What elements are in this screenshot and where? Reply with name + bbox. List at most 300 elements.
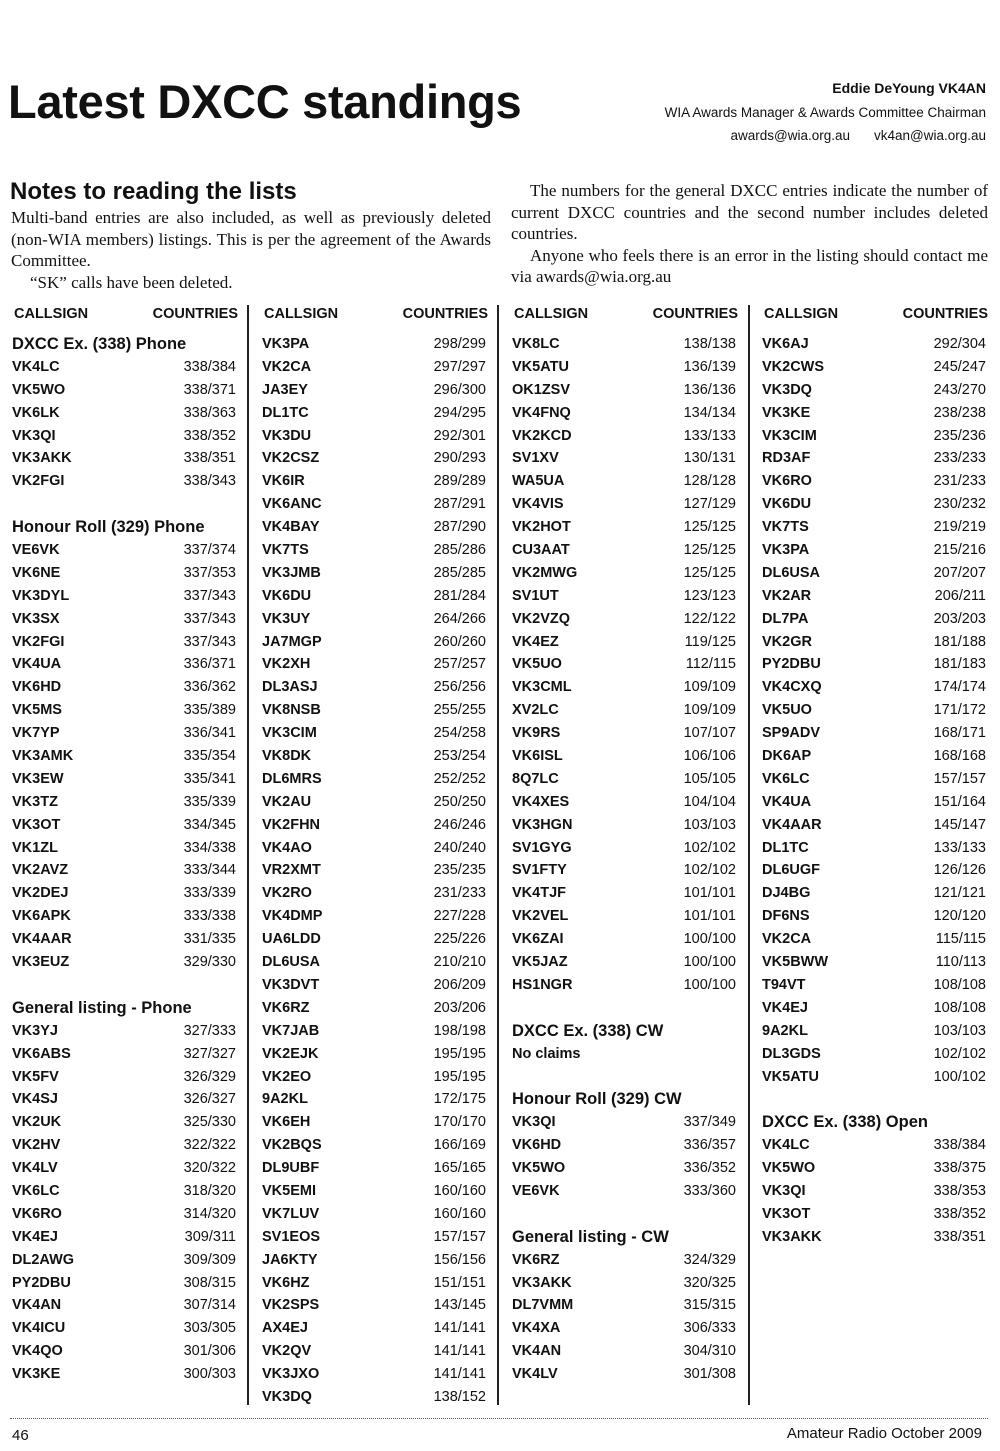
standings-row bbox=[262, 997, 488, 1020]
callsign: PY2DBU bbox=[762, 656, 821, 673]
countries-count: 133/133 bbox=[683, 427, 736, 444]
standings-row bbox=[12, 699, 238, 722]
standings-row bbox=[762, 814, 988, 837]
callsign: 9A2KL bbox=[762, 1022, 808, 1039]
countries-count: 336/371 bbox=[183, 656, 236, 673]
callsign: DL1TC bbox=[762, 839, 809, 856]
callsign: VK3DQ bbox=[262, 1388, 312, 1405]
standings-row bbox=[12, 425, 238, 448]
standings-row bbox=[262, 356, 488, 379]
callsign: VK4LC bbox=[762, 1137, 810, 1154]
notes-left-column bbox=[11, 207, 491, 293]
standings-row bbox=[12, 768, 238, 791]
countries-count: 203/206 bbox=[433, 999, 486, 1016]
standings-row bbox=[512, 1340, 738, 1363]
countries-count: 337/353 bbox=[183, 564, 236, 581]
callsign: VK3EW bbox=[12, 770, 64, 787]
countries-count: 233/233 bbox=[933, 450, 986, 467]
countries-count: 298/299 bbox=[433, 336, 486, 352]
countries-count: 108/108 bbox=[933, 999, 986, 1016]
countries-count: 170/170 bbox=[433, 1114, 486, 1131]
callsign: VK4FNQ bbox=[512, 404, 571, 421]
countries-count: 112/115 bbox=[685, 656, 736, 673]
countries-count: 335/339 bbox=[183, 793, 236, 810]
countries-count: 297/297 bbox=[433, 358, 486, 375]
countries-count: 336/357 bbox=[683, 1137, 736, 1154]
countries-count: 336/352 bbox=[683, 1160, 736, 1177]
callsign: DL7VMM bbox=[512, 1297, 574, 1314]
callsign: VK8NSB bbox=[262, 702, 321, 719]
standings-row bbox=[512, 814, 738, 837]
standings-row bbox=[512, 768, 738, 791]
standings-row bbox=[762, 699, 988, 722]
standings-row bbox=[262, 1134, 488, 1157]
callsign: SV1EOS bbox=[262, 1228, 321, 1245]
countries-count: 287/291 bbox=[433, 496, 486, 513]
countries-count: 250/250 bbox=[433, 793, 486, 810]
callsign: VK3QI bbox=[512, 1114, 556, 1131]
callsign: VK6DU bbox=[762, 496, 812, 513]
countries-count: 337/343 bbox=[183, 587, 236, 604]
callsign: VK6RZ bbox=[512, 1251, 560, 1268]
standings-row bbox=[262, 539, 488, 562]
countries-count: 206/211 bbox=[934, 587, 986, 604]
callsign: VK6RO bbox=[762, 473, 812, 490]
callsign: VK5BWW bbox=[762, 954, 829, 971]
standings-row bbox=[262, 1111, 488, 1134]
countries-count: 322/322 bbox=[183, 1137, 236, 1154]
callsign: VK2FGI bbox=[12, 473, 65, 490]
callsign: VK3CIM bbox=[262, 725, 317, 742]
standings-row bbox=[262, 859, 488, 882]
countries-count: 306/333 bbox=[683, 1320, 736, 1337]
countries-count: 337/349 bbox=[683, 1114, 736, 1131]
column-divider bbox=[247, 305, 249, 1405]
callsign: VK3TZ bbox=[12, 793, 58, 810]
standings-row bbox=[512, 928, 738, 951]
callsign: VK3JMB bbox=[262, 564, 321, 581]
callsign: VK4LV bbox=[512, 1366, 558, 1383]
countries-count: 338/351 bbox=[933, 1228, 986, 1245]
standings-row bbox=[512, 631, 738, 654]
callsign: VK2CSZ bbox=[262, 450, 320, 467]
callsign-header: CALLSIGN bbox=[764, 306, 839, 322]
callsign: VK3YJ bbox=[12, 1022, 58, 1039]
standings-row bbox=[12, 1340, 238, 1363]
countries-count: 101/101 bbox=[683, 885, 736, 902]
countries-count: 335/389 bbox=[183, 702, 236, 719]
standings-row bbox=[762, 425, 988, 448]
column-body bbox=[762, 333, 988, 1249]
standings-row bbox=[12, 951, 238, 974]
standings-row bbox=[762, 447, 988, 470]
countries-count: 230/232 bbox=[933, 496, 986, 513]
standings-row bbox=[762, 1043, 988, 1066]
callsign: VK6DU bbox=[262, 587, 312, 604]
standings-row bbox=[512, 837, 738, 860]
standings-row bbox=[512, 1111, 738, 1134]
column-header bbox=[512, 305, 738, 333]
standings-row bbox=[262, 928, 488, 951]
standings-row bbox=[262, 699, 488, 722]
standings-row bbox=[12, 1317, 238, 1340]
callsign: VK5FV bbox=[12, 1068, 59, 1085]
countries-count: 106/106 bbox=[683, 748, 736, 765]
callsign: VE6VK bbox=[512, 1182, 560, 1199]
standings-row bbox=[762, 676, 988, 699]
countries-count: 315/315 bbox=[683, 1297, 736, 1314]
countries-count: 103/103 bbox=[683, 816, 736, 833]
standings-row bbox=[262, 905, 488, 928]
countries-count: 336/362 bbox=[183, 679, 236, 696]
callsign: VK4VIS bbox=[512, 496, 564, 513]
author-block bbox=[665, 80, 986, 143]
countries-count: 281/284 bbox=[433, 587, 486, 604]
standings-row bbox=[12, 745, 238, 768]
standings-row bbox=[262, 837, 488, 860]
countries-count: 329/330 bbox=[183, 954, 236, 971]
countries-count: 294/295 bbox=[433, 404, 486, 421]
callsign: WA5UA bbox=[512, 473, 565, 490]
standings-row bbox=[512, 402, 738, 425]
standings-row bbox=[262, 676, 488, 699]
countries-count: 174/174 bbox=[933, 679, 986, 696]
callsign: DK6AP bbox=[762, 748, 812, 765]
standings-row bbox=[512, 1134, 738, 1157]
countries-count: 235/235 bbox=[433, 862, 486, 879]
callsign-header: CALLSIGN bbox=[514, 306, 589, 322]
callsign: VK4CXQ bbox=[762, 679, 822, 696]
countries-header: COUNTRIES bbox=[902, 306, 988, 322]
countries-count: 160/160 bbox=[433, 1205, 486, 1222]
notes-paragraph: Multi-band entries are also included, as well as previously deleted (non-WIA members) listings. This is per the agreement of the Awards Committee. bbox=[11, 208, 491, 270]
countries-count: 245/247 bbox=[933, 358, 986, 375]
standings-row bbox=[262, 425, 488, 448]
countries-count: 227/228 bbox=[433, 908, 486, 925]
callsign: VK3DQ bbox=[762, 381, 812, 398]
standings-row bbox=[262, 470, 488, 493]
countries-count: 246/246 bbox=[433, 816, 486, 833]
countries-count: 338/375 bbox=[933, 1160, 986, 1177]
standings-row bbox=[262, 1088, 488, 1111]
callsign: VK7JAB bbox=[262, 1022, 320, 1039]
countries-count: 141/141 bbox=[433, 1366, 486, 1383]
countries-count: 338/384 bbox=[183, 358, 236, 375]
countries-count: 203/203 bbox=[933, 610, 986, 627]
standings-row bbox=[512, 1317, 738, 1340]
notes-right-column bbox=[511, 180, 988, 288]
countries-count: 125/125 bbox=[683, 564, 736, 581]
callsign: SV1XV bbox=[512, 450, 559, 467]
standings-row bbox=[262, 1363, 488, 1386]
countries-count: 231/233 bbox=[933, 473, 986, 490]
countries-count: 320/322 bbox=[183, 1160, 236, 1177]
callsign: VK2RO bbox=[262, 885, 312, 902]
standings-row bbox=[512, 1272, 738, 1295]
standings-row bbox=[262, 1180, 488, 1203]
countries-count: 324/329 bbox=[683, 1251, 736, 1268]
standings-row bbox=[762, 722, 988, 745]
callsign: XV2LC bbox=[512, 702, 559, 719]
callsign: VK4XA bbox=[512, 1320, 561, 1337]
callsign: VK4UA bbox=[762, 793, 812, 810]
standings-row bbox=[512, 539, 738, 562]
countries-count: 255/255 bbox=[433, 702, 486, 719]
countries-count: 108/108 bbox=[933, 976, 986, 993]
callsign: VK6HZ bbox=[262, 1274, 310, 1291]
standings-row bbox=[512, 905, 738, 928]
standings-row bbox=[512, 379, 738, 402]
callsign: 8Q7LC bbox=[512, 770, 559, 787]
countries-count: 125/125 bbox=[683, 519, 736, 536]
section-spacer bbox=[762, 1088, 988, 1111]
standings-row bbox=[512, 493, 738, 516]
standings-row bbox=[512, 425, 738, 448]
countries-count: 141/141 bbox=[433, 1320, 486, 1337]
callsign: VK3OT bbox=[12, 816, 61, 833]
author-emails bbox=[665, 128, 986, 143]
column-body bbox=[12, 333, 238, 1386]
standings-row bbox=[262, 722, 488, 745]
callsign: VK3DU bbox=[262, 427, 312, 444]
countries-count: 292/304 bbox=[933, 336, 986, 352]
standings-row bbox=[262, 1386, 488, 1409]
countries-count: 326/327 bbox=[183, 1091, 236, 1108]
standings-row bbox=[262, 516, 488, 539]
countries-count: 120/120 bbox=[933, 908, 986, 925]
countries-count: 333/360 bbox=[683, 1182, 736, 1199]
callsign: VK5WO bbox=[762, 1160, 816, 1177]
callsign: VK5UO bbox=[512, 656, 562, 673]
notes-paragraph: Anyone who feels there is an error in the listing should contact me via awards@wia.org.au bbox=[511, 245, 988, 286]
standings-row bbox=[12, 791, 238, 814]
callsign: VK6APK bbox=[12, 908, 71, 925]
countries-count: 318/320 bbox=[183, 1182, 236, 1199]
countries-count: 331/335 bbox=[183, 931, 236, 948]
standings-row bbox=[762, 1066, 988, 1089]
countries-count: 206/209 bbox=[433, 976, 486, 993]
notes-paragraph: “SK” calls have been deleted. bbox=[30, 272, 233, 292]
callsign: VK4LC bbox=[12, 358, 60, 375]
standings-row bbox=[262, 791, 488, 814]
column-divider bbox=[748, 305, 750, 1405]
countries-count: 285/285 bbox=[433, 564, 486, 581]
callsign: VK3KE bbox=[762, 404, 811, 421]
countries-count: 235/236 bbox=[933, 427, 986, 444]
notes-paragraph: The numbers for the general DXCC entries indicate the number of current DXCC countries and the second number includes deleted countries. bbox=[511, 181, 988, 243]
countries-count: 264/266 bbox=[433, 610, 486, 627]
countries-count: 207/207 bbox=[933, 564, 986, 581]
standings-row bbox=[12, 1043, 238, 1066]
countries-count: 122/122 bbox=[683, 610, 736, 627]
callsign: VK2BQS bbox=[262, 1137, 322, 1154]
countries-count: 138/152 bbox=[433, 1388, 486, 1405]
standings-row bbox=[262, 951, 488, 974]
callsign: VK5EMI bbox=[262, 1182, 316, 1199]
standings-row bbox=[512, 356, 738, 379]
countries-count: 157/157 bbox=[933, 770, 986, 787]
countries-count: 107/107 bbox=[683, 725, 736, 742]
countries-count: 136/139 bbox=[683, 358, 736, 375]
countries-count: 327/333 bbox=[183, 1022, 236, 1039]
countries-count: 338/371 bbox=[183, 381, 236, 398]
countries-count: 127/129 bbox=[683, 496, 736, 513]
section-heading: DXCC Ex. (338) Open bbox=[762, 1113, 928, 1132]
callsign: CU3AAT bbox=[512, 542, 570, 559]
callsign: VK5WO bbox=[12, 381, 66, 398]
callsign-header: CALLSIGN bbox=[14, 306, 89, 322]
callsign: VK6LC bbox=[762, 770, 810, 787]
callsign: SP9ADV bbox=[762, 725, 821, 742]
callsign: VK8LC bbox=[512, 336, 560, 352]
countries-count: 172/175 bbox=[433, 1091, 486, 1108]
callsign: VK4QO bbox=[12, 1343, 63, 1360]
callsign: VK2CWS bbox=[762, 358, 825, 375]
standings-row bbox=[12, 905, 238, 928]
countries-count: 292/301 bbox=[433, 427, 486, 444]
countries-count: 102/102 bbox=[683, 839, 736, 856]
journal-footer: Amateur Radio October 2009 bbox=[786, 1425, 982, 1442]
countries-count: 326/329 bbox=[183, 1068, 236, 1085]
column-body bbox=[512, 333, 738, 1386]
callsign: 9A2KL bbox=[262, 1091, 308, 1108]
standings-row bbox=[12, 379, 238, 402]
standings-row bbox=[762, 768, 988, 791]
callsign: VK6ISL bbox=[512, 748, 563, 765]
callsign: VK7YP bbox=[12, 725, 60, 742]
standings-row bbox=[762, 859, 988, 882]
standings-row bbox=[512, 470, 738, 493]
callsign: DL6MRS bbox=[262, 770, 322, 787]
countries-count: 119/125 bbox=[684, 633, 736, 650]
countries-count: 181/188 bbox=[933, 633, 986, 650]
standings-row bbox=[12, 1249, 238, 1272]
callsign: VK2CA bbox=[762, 931, 812, 948]
standings-row bbox=[512, 333, 738, 356]
callsign: VK6NE bbox=[12, 564, 61, 581]
countries-count: 138/138 bbox=[683, 336, 736, 352]
standings-row bbox=[762, 356, 988, 379]
callsign: VK3KE bbox=[12, 1366, 61, 1383]
countries-count: 338/343 bbox=[183, 473, 236, 490]
callsign: VR2XMT bbox=[262, 862, 321, 879]
callsign: VK3EUZ bbox=[12, 954, 70, 971]
callsign: VK6RO bbox=[12, 1205, 62, 1222]
section-spacer bbox=[12, 493, 238, 516]
standings-row bbox=[762, 493, 988, 516]
standings-row bbox=[762, 1203, 988, 1226]
standings-row bbox=[12, 447, 238, 470]
countries-count: 309/311 bbox=[184, 1228, 236, 1245]
callsign: VK2FGI bbox=[12, 633, 65, 650]
callsign: VK3SX bbox=[12, 610, 60, 627]
callsign: VK2KCD bbox=[512, 427, 572, 444]
countries-count: 130/131 bbox=[683, 450, 736, 467]
standings-row bbox=[762, 1180, 988, 1203]
standings-row bbox=[762, 997, 988, 1020]
standings-row bbox=[762, 745, 988, 768]
callsign: VK4EZ bbox=[512, 633, 559, 650]
callsign-header: CALLSIGN bbox=[264, 306, 339, 322]
callsign: VK3DYL bbox=[12, 587, 70, 604]
awards-email: awards@wia.org.au bbox=[730, 128, 850, 143]
countries-count: 338/353 bbox=[933, 1182, 986, 1199]
countries-count: 168/171 bbox=[933, 725, 986, 742]
countries-header: COUNTRIES bbox=[652, 306, 738, 322]
callsign: VK3PA bbox=[262, 336, 310, 352]
standings-row bbox=[12, 470, 238, 493]
standings-row bbox=[12, 882, 238, 905]
standings-row bbox=[12, 1294, 238, 1317]
callsign: DL3GDS bbox=[762, 1045, 821, 1062]
countries-count: 133/133 bbox=[933, 839, 986, 856]
countries-count: 134/134 bbox=[683, 404, 736, 421]
countries-count: 327/327 bbox=[183, 1045, 236, 1062]
countries-count: 333/344 bbox=[183, 862, 236, 879]
standings-column-1 bbox=[12, 305, 238, 1386]
callsign: VK7TS bbox=[262, 542, 309, 559]
section-heading: General listing - CW bbox=[512, 1227, 669, 1246]
callsign: VK4ICU bbox=[12, 1320, 66, 1337]
countries-count: 109/109 bbox=[683, 702, 736, 719]
standings-row bbox=[262, 1249, 488, 1272]
standings-row bbox=[762, 562, 988, 585]
standings-row bbox=[762, 882, 988, 905]
callsign: VK1ZL bbox=[12, 839, 58, 856]
callsign: VK2DEJ bbox=[12, 885, 69, 902]
standings-row bbox=[762, 585, 988, 608]
standings-row bbox=[262, 585, 488, 608]
standings-row bbox=[12, 1088, 238, 1111]
callsign: VK2GR bbox=[762, 633, 812, 650]
callsign: VK3QI bbox=[12, 427, 56, 444]
standings-row bbox=[512, 859, 738, 882]
countries-count: 101/101 bbox=[683, 908, 736, 925]
standings-row bbox=[12, 814, 238, 837]
callsign: VK4AAR bbox=[762, 816, 822, 833]
callsign: VK2MWG bbox=[512, 564, 578, 581]
callsign: JA7MGP bbox=[262, 633, 322, 650]
callsign: VK8DK bbox=[262, 748, 312, 765]
standings-row bbox=[512, 447, 738, 470]
countries-count: 105/105 bbox=[683, 770, 736, 787]
standings-row bbox=[762, 905, 988, 928]
callsign: VK7LUV bbox=[262, 1205, 320, 1222]
standings-row bbox=[762, 333, 988, 356]
callsign: VK3CML bbox=[512, 679, 572, 696]
callsign: VK3CIM bbox=[762, 427, 817, 444]
countries-count: 181/183 bbox=[933, 656, 986, 673]
countries-count: 100/100 bbox=[683, 954, 736, 971]
countries-count: 333/339 bbox=[183, 885, 236, 902]
callsign: VK2AVZ bbox=[12, 862, 69, 879]
countries-count: 243/270 bbox=[933, 381, 986, 398]
section-note: No claims bbox=[512, 1045, 581, 1062]
callsign: VK4BAY bbox=[262, 519, 320, 536]
standings-row bbox=[12, 1066, 238, 1089]
standings-row bbox=[262, 1066, 488, 1089]
callsign: VK9RS bbox=[512, 725, 561, 742]
callsign: VK6EH bbox=[262, 1114, 311, 1131]
callsign: VK3HGN bbox=[512, 816, 573, 833]
countries-count: 143/145 bbox=[433, 1297, 486, 1314]
standings-row bbox=[12, 402, 238, 425]
standings-row bbox=[762, 1226, 988, 1249]
callsign: VK6ZAI bbox=[512, 931, 564, 948]
countries-count: 151/164 bbox=[933, 793, 986, 810]
standings-row bbox=[262, 1294, 488, 1317]
standings-row bbox=[512, 722, 738, 745]
